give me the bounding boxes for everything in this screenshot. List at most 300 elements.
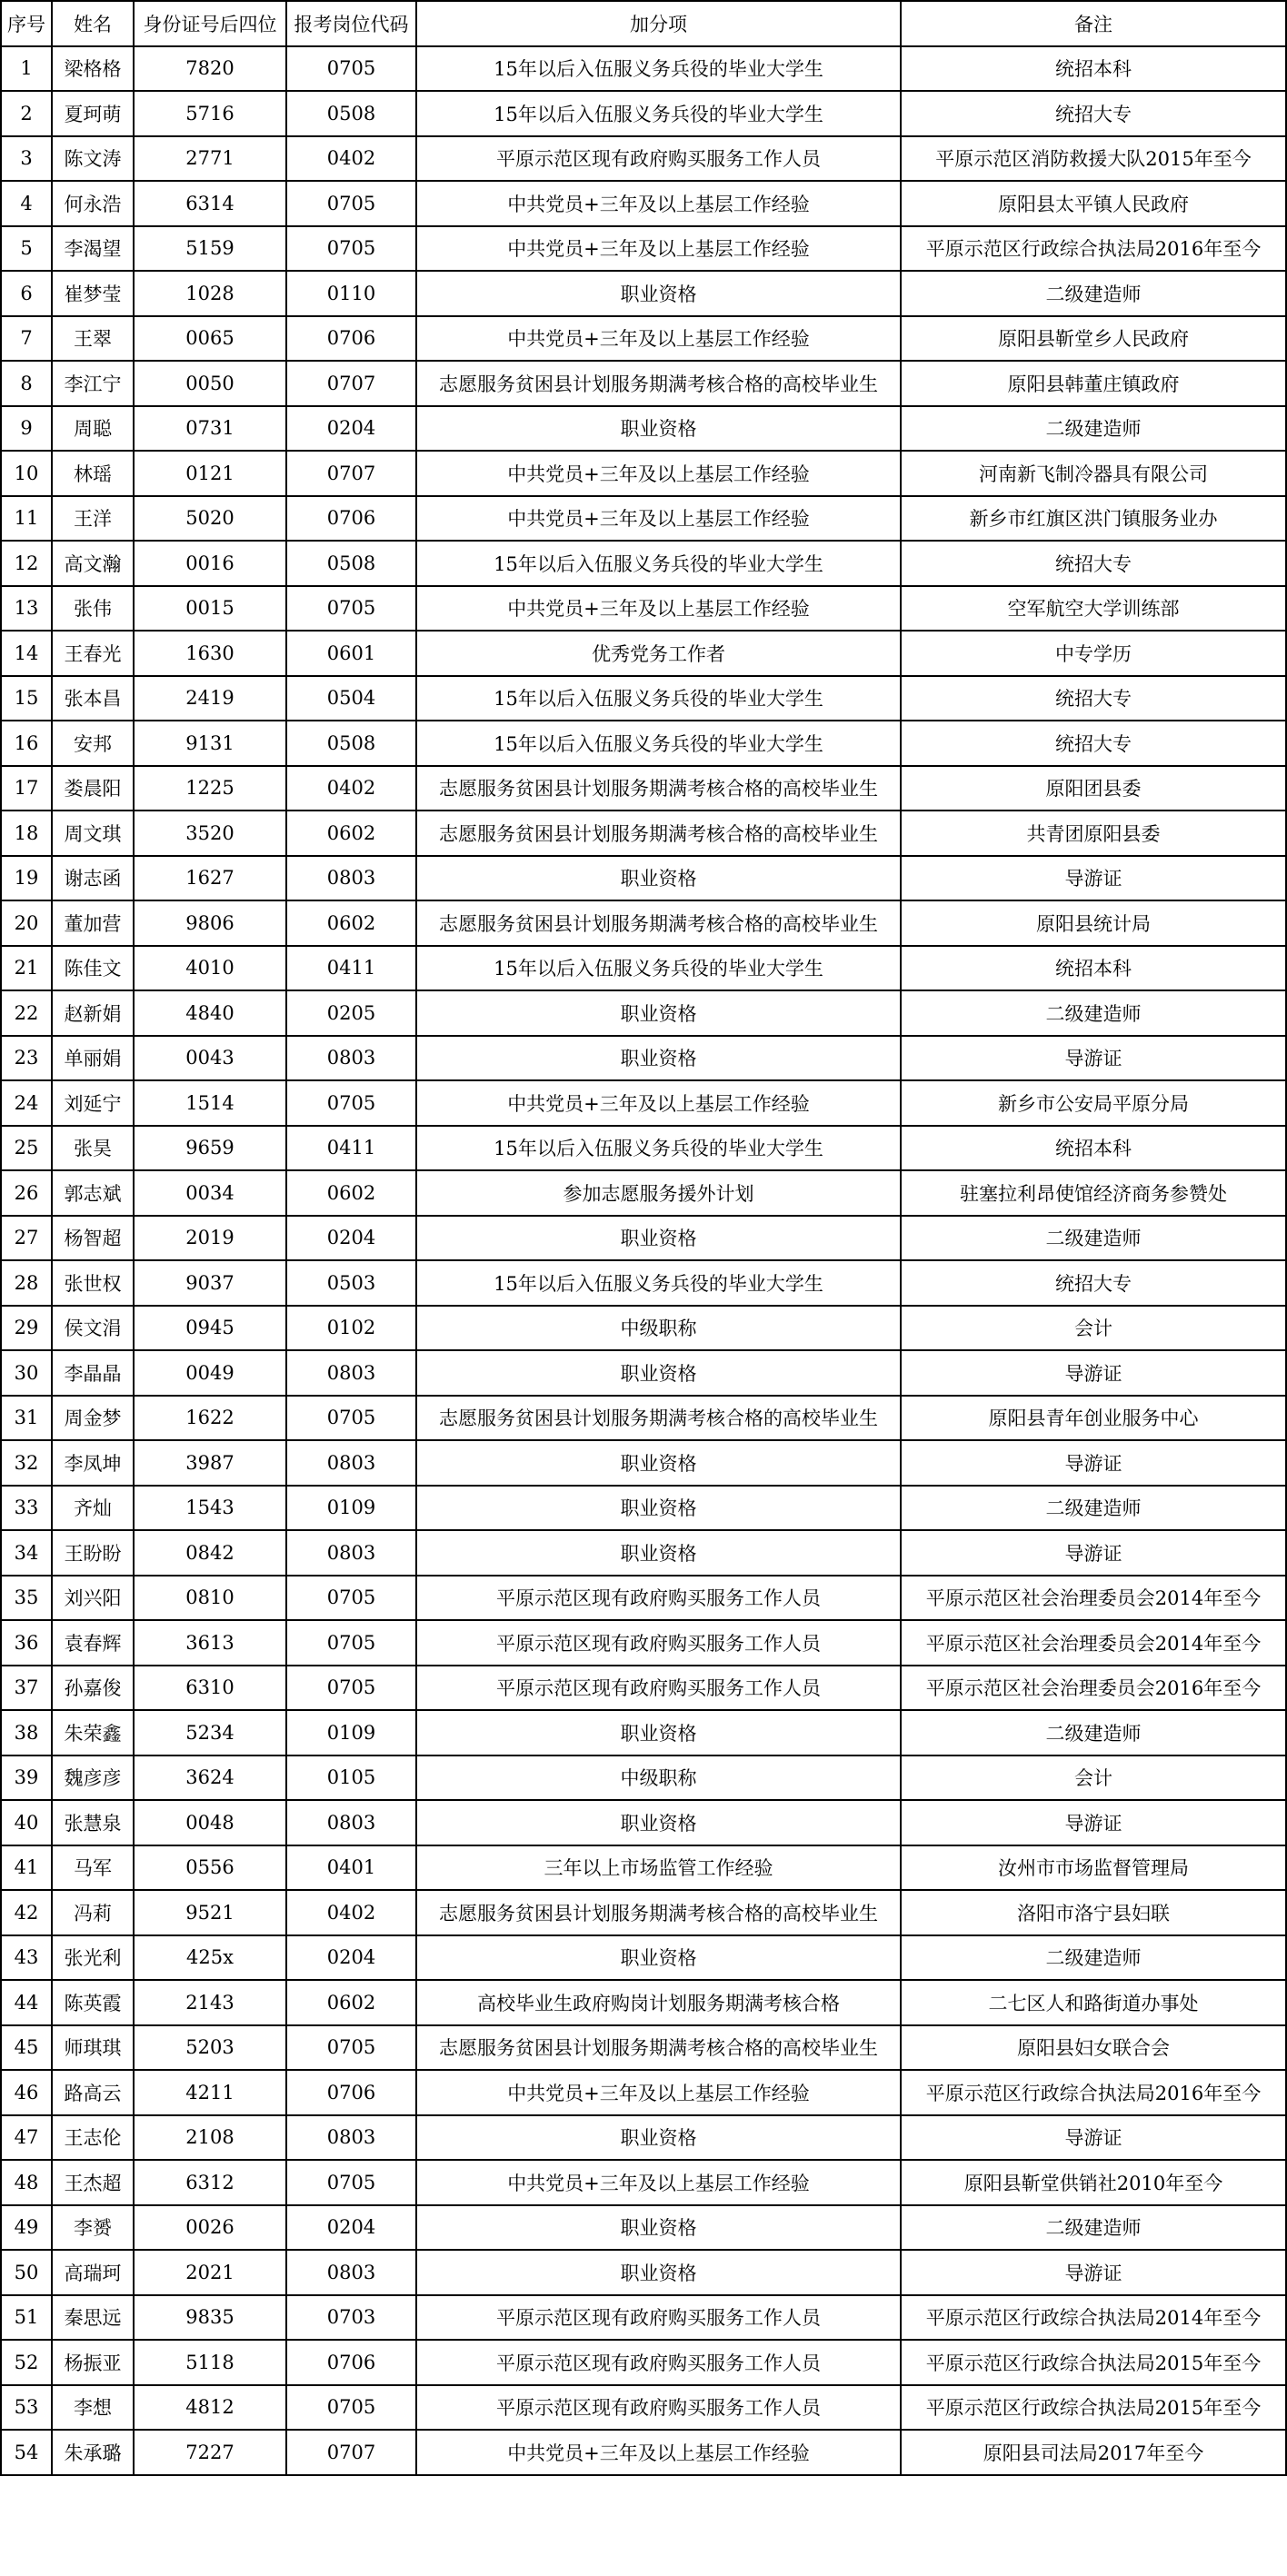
- cell-name: 张光利: [52, 1935, 134, 1981]
- cell-bonus-item: 平原示范区现有政府购买服务工作人员: [416, 2385, 901, 2431]
- table-row: [1, 2430, 1286, 2475]
- cell-serial-number: 25: [1, 1126, 52, 1171]
- cell-position-code: 0705: [286, 1666, 416, 1711]
- cell-serial-number: 16: [1, 721, 52, 766]
- cell-remarks: 导游证: [901, 1440, 1286, 1486]
- table-row: [1, 1845, 1286, 1891]
- cell-bonus-item: 中级职称: [416, 1755, 901, 1801]
- cell-name: 董加营: [52, 900, 134, 946]
- table-row: [1, 226, 1286, 272]
- cell-bonus-item: 志愿服务贫困县计划服务期满考核合格的高校毕业生: [416, 1396, 901, 1441]
- header-serial-number: 序号: [1, 1, 52, 46]
- cell-remarks: 原阳县靳堂供销社2010年至今: [901, 2160, 1286, 2205]
- cell-name: 夏珂萌: [52, 91, 134, 136]
- cell-id-last-four: 1514: [134, 1080, 286, 1126]
- table-row: [1, 1980, 1286, 2025]
- cell-remarks: 原阳县靳堂乡人民政府: [901, 316, 1286, 362]
- cell-serial-number: 5: [1, 226, 52, 272]
- cell-bonus-item: 15年以后入伍服义务兵役的毕业大学生: [416, 1126, 901, 1171]
- table-row: [1, 1350, 1286, 1396]
- cell-name: 高文瀚: [52, 541, 134, 586]
- table-row: [1, 496, 1286, 542]
- cell-position-code: 0705: [286, 181, 416, 226]
- table-row: [1, 2205, 1286, 2251]
- cell-serial-number: 36: [1, 1620, 52, 1666]
- cell-remarks: 统招大专: [901, 1260, 1286, 1306]
- cell-name: 朱荣鑫: [52, 1710, 134, 1755]
- cell-name: 李赟: [52, 2205, 134, 2251]
- cell-name: 李渴望: [52, 226, 134, 272]
- cell-remarks: 平原示范区社会治理委员会2014年至今: [901, 1620, 1286, 1666]
- cell-id-last-four: 0043: [134, 1036, 286, 1081]
- cell-serial-number: 46: [1, 2070, 52, 2115]
- cell-position-code: 0109: [286, 1710, 416, 1755]
- cell-id-last-four: 3520: [134, 811, 286, 856]
- table-row: [1, 1486, 1286, 1531]
- cell-serial-number: 26: [1, 1170, 52, 1216]
- cell-id-last-four: 0015: [134, 586, 286, 632]
- cell-bonus-item: 参加志愿服务援外计划: [416, 1170, 901, 1216]
- cell-bonus-item: 三年以上市场监管工作经验: [416, 1845, 901, 1891]
- table-row: [1, 2295, 1286, 2341]
- table-row: [1, 1440, 1286, 1486]
- cell-id-last-four: 0050: [134, 361, 286, 406]
- cell-bonus-item: 优秀党务工作者: [416, 631, 901, 676]
- cell-remarks: 平原示范区行政综合执法局2016年至今: [901, 2070, 1286, 2115]
- header-remarks: 备注: [901, 1, 1286, 46]
- cell-serial-number: 19: [1, 856, 52, 901]
- cell-position-code: 0803: [286, 856, 416, 901]
- cell-bonus-item: 职业资格: [416, 1036, 901, 1081]
- cell-bonus-item: 职业资格: [416, 2205, 901, 2251]
- cell-position-code: 0705: [286, 586, 416, 632]
- cell-name: 周聪: [52, 406, 134, 452]
- cell-position-code: 0109: [286, 1486, 416, 1531]
- cell-bonus-item: 职业资格: [416, 1216, 901, 1261]
- table-row: [1, 541, 1286, 586]
- cell-serial-number: 13: [1, 586, 52, 632]
- cell-serial-number: 30: [1, 1350, 52, 1396]
- cell-position-code: 0803: [286, 2115, 416, 2161]
- cell-id-last-four: 5716: [134, 91, 286, 136]
- cell-id-last-four: 5118: [134, 2340, 286, 2385]
- cell-serial-number: 7: [1, 316, 52, 362]
- cell-position-code: 0110: [286, 271, 416, 316]
- cell-bonus-item: 职业资格: [416, 990, 901, 1036]
- cell-serial-number: 41: [1, 1845, 52, 1891]
- cell-serial-number: 37: [1, 1666, 52, 1711]
- cell-serial-number: 10: [1, 451, 52, 496]
- cell-bonus-item: 职业资格: [416, 1530, 901, 1576]
- cell-id-last-four: 1028: [134, 271, 286, 316]
- table-row: [1, 2025, 1286, 2071]
- cell-position-code: 0205: [286, 990, 416, 1036]
- cell-remarks: 原阳县青年创业服务中心: [901, 1396, 1286, 1441]
- table-row: [1, 1126, 1286, 1171]
- cell-name: 张慧泉: [52, 1800, 134, 1845]
- cell-id-last-four: 425x: [134, 1935, 286, 1981]
- cell-name: 高瑞珂: [52, 2250, 134, 2295]
- cell-remarks: 二七区人和路街道办事处: [901, 1980, 1286, 2025]
- cell-name: 崔梦莹: [52, 271, 134, 316]
- table-row: [1, 2385, 1286, 2431]
- cell-name: 冯莉: [52, 1890, 134, 1935]
- cell-bonus-item: 中共党员+三年及以上基层工作经验: [416, 2070, 901, 2115]
- cell-bonus-item: 15年以后入伍服义务兵役的毕业大学生: [416, 541, 901, 586]
- table-row: [1, 1666, 1286, 1711]
- cell-position-code: 0705: [286, 1576, 416, 1621]
- cell-name: 朱承璐: [52, 2430, 134, 2475]
- cell-serial-number: 35: [1, 1576, 52, 1621]
- cell-remarks: 导游证: [901, 2250, 1286, 2295]
- table-row: [1, 91, 1286, 136]
- cell-bonus-item: 平原示范区现有政府购买服务工作人员: [416, 1576, 901, 1621]
- cell-position-code: 0803: [286, 1036, 416, 1081]
- cell-position-code: 0402: [286, 1890, 416, 1935]
- cell-position-code: 0705: [286, 46, 416, 92]
- cell-position-code: 0105: [286, 1755, 416, 1801]
- cell-name: 张伟: [52, 586, 134, 632]
- cell-serial-number: 15: [1, 676, 52, 721]
- cell-position-code: 0401: [286, 1845, 416, 1891]
- cell-remarks: 导游证: [901, 1530, 1286, 1576]
- cell-id-last-four: 9806: [134, 900, 286, 946]
- cell-name: 马军: [52, 1845, 134, 1891]
- table-row: [1, 1080, 1286, 1126]
- cell-remarks: 统招大专: [901, 721, 1286, 766]
- table-row: [1, 1530, 1286, 1576]
- cell-bonus-item: 15年以后入伍服义务兵役的毕业大学生: [416, 676, 901, 721]
- cell-position-code: 0803: [286, 1800, 416, 1845]
- cell-name: 侯文涓: [52, 1306, 134, 1351]
- cell-bonus-item: 志愿服务贫困县计划服务期满考核合格的高校毕业生: [416, 1890, 901, 1935]
- cell-position-code: 0601: [286, 631, 416, 676]
- cell-id-last-four: 4812: [134, 2385, 286, 2431]
- cell-name: 周金梦: [52, 1396, 134, 1441]
- cell-serial-number: 12: [1, 541, 52, 586]
- cell-serial-number: 18: [1, 811, 52, 856]
- cell-serial-number: 47: [1, 2115, 52, 2161]
- table-row: [1, 316, 1286, 362]
- cell-position-code: 0504: [286, 676, 416, 721]
- cell-name: 陈英霞: [52, 1980, 134, 2025]
- cell-bonus-item: 职业资格: [416, 856, 901, 901]
- cell-id-last-four: 5159: [134, 226, 286, 272]
- cell-remarks: 空军航空大学训练部: [901, 586, 1286, 632]
- cell-bonus-item: 志愿服务贫困县计划服务期满考核合格的高校毕业生: [416, 811, 901, 856]
- cell-bonus-item: 职业资格: [416, 2250, 901, 2295]
- cell-id-last-four: 4840: [134, 990, 286, 1036]
- cell-bonus-item: 15年以后入伍服义务兵役的毕业大学生: [416, 721, 901, 766]
- cell-serial-number: 33: [1, 1486, 52, 1531]
- cell-serial-number: 42: [1, 1890, 52, 1935]
- cell-position-code: 0803: [286, 1530, 416, 1576]
- cell-name: 张本昌: [52, 676, 134, 721]
- cell-id-last-four: 1630: [134, 631, 286, 676]
- cell-serial-number: 20: [1, 900, 52, 946]
- cell-remarks: 洛阳市洛宁县妇联: [901, 1890, 1286, 1935]
- cell-serial-number: 43: [1, 1935, 52, 1981]
- cell-position-code: 0204: [286, 406, 416, 452]
- cell-remarks: 导游证: [901, 1800, 1286, 1845]
- cell-serial-number: 17: [1, 766, 52, 811]
- cell-remarks: 平原示范区行政综合执法局2015年至今: [901, 2385, 1286, 2431]
- cell-remarks: 二级建造师: [901, 1935, 1286, 1981]
- cell-name: 杨智超: [52, 1216, 134, 1261]
- cell-name: 杨振亚: [52, 2340, 134, 2385]
- cell-bonus-item: 中共党员+三年及以上基层工作经验: [416, 1080, 901, 1126]
- cell-id-last-four: 1627: [134, 856, 286, 901]
- cell-serial-number: 45: [1, 2025, 52, 2071]
- cell-remarks: 驻塞拉利昂使馆经济商务参赞处: [901, 1170, 1286, 1216]
- header-position-code: 报考岗位代码: [286, 1, 416, 46]
- cell-name: 谢志函: [52, 856, 134, 901]
- cell-serial-number: 54: [1, 2430, 52, 2475]
- table-row: [1, 946, 1286, 991]
- cell-name: 齐灿: [52, 1486, 134, 1531]
- cell-name: 陈文涛: [52, 136, 134, 182]
- cell-position-code: 0706: [286, 2340, 416, 2385]
- table-header: [1, 1, 1286, 46]
- cell-remarks: 二级建造师: [901, 1710, 1286, 1755]
- cell-position-code: 0402: [286, 136, 416, 182]
- cell-id-last-four: 3613: [134, 1620, 286, 1666]
- cell-remarks: 平原示范区消防救援大队2015年至今: [901, 136, 1286, 182]
- cell-serial-number: 21: [1, 946, 52, 991]
- cell-name: 袁春辉: [52, 1620, 134, 1666]
- cell-bonus-item: 中共党员+三年及以上基层工作经验: [416, 226, 901, 272]
- cell-serial-number: 49: [1, 2205, 52, 2251]
- cell-bonus-item: 志愿服务贫困县计划服务期满考核合格的高校毕业生: [416, 2025, 901, 2071]
- cell-remarks: 会计: [901, 1755, 1286, 1801]
- cell-serial-number: 8: [1, 361, 52, 406]
- cell-serial-number: 40: [1, 1800, 52, 1845]
- cell-remarks: 汝州市市场监督管理局: [901, 1845, 1286, 1891]
- cell-id-last-four: 0731: [134, 406, 286, 452]
- cell-bonus-item: 职业资格: [416, 1800, 901, 1845]
- cell-name: 何永浩: [52, 181, 134, 226]
- cell-remarks: 原阳县太平镇人民政府: [901, 181, 1286, 226]
- table-row: [1, 1170, 1286, 1216]
- table-row: [1, 990, 1286, 1036]
- cell-bonus-item: 中共党员+三年及以上基层工作经验: [416, 316, 901, 362]
- cell-serial-number: 44: [1, 1980, 52, 2025]
- table-row: [1, 811, 1286, 856]
- cell-id-last-four: 2143: [134, 1980, 286, 2025]
- cell-bonus-item: 平原示范区现有政府购买服务工作人员: [416, 2295, 901, 2341]
- cell-remarks: 二级建造师: [901, 1486, 1286, 1531]
- cell-id-last-four: 0842: [134, 1530, 286, 1576]
- cell-remarks: 会计: [901, 1306, 1286, 1351]
- cell-name: 梁格格: [52, 46, 134, 92]
- cell-position-code: 0707: [286, 451, 416, 496]
- cell-bonus-item: 高校毕业生政府购岗计划服务期满考核合格: [416, 1980, 901, 2025]
- table-body: [1, 46, 1286, 2475]
- table-row: [1, 2250, 1286, 2295]
- cell-remarks: 平原示范区行政综合执法局2016年至今: [901, 226, 1286, 272]
- cell-bonus-item: 平原示范区现有政府购买服务工作人员: [416, 1620, 901, 1666]
- cell-id-last-four: 5020: [134, 496, 286, 542]
- table-row: [1, 46, 1286, 92]
- cell-bonus-item: 职业资格: [416, 1935, 901, 1981]
- cell-name: 李江宁: [52, 361, 134, 406]
- cell-id-last-four: 2419: [134, 676, 286, 721]
- cell-bonus-item: 中共党员+三年及以上基层工作经验: [416, 181, 901, 226]
- cell-position-code: 0204: [286, 1216, 416, 1261]
- cell-id-last-four: 2771: [134, 136, 286, 182]
- cell-remarks: 平原示范区社会治理委员会2016年至今: [901, 1666, 1286, 1711]
- cell-position-code: 0503: [286, 1260, 416, 1306]
- cell-bonus-item: 15年以后入伍服义务兵役的毕业大学生: [416, 946, 901, 991]
- table-row: [1, 406, 1286, 452]
- cell-name: 陈佳文: [52, 946, 134, 991]
- cell-position-code: 0102: [286, 1306, 416, 1351]
- cell-name: 王春光: [52, 631, 134, 676]
- cell-position-code: 0707: [286, 2430, 416, 2475]
- table-row: [1, 361, 1286, 406]
- cell-bonus-item: 中共党员+三年及以上基层工作经验: [416, 2430, 901, 2475]
- cell-serial-number: 6: [1, 271, 52, 316]
- cell-serial-number: 31: [1, 1396, 52, 1441]
- cell-position-code: 0707: [286, 361, 416, 406]
- cell-serial-number: 14: [1, 631, 52, 676]
- table-row: [1, 1890, 1286, 1935]
- cell-name: 单丽娟: [52, 1036, 134, 1081]
- cell-serial-number: 39: [1, 1755, 52, 1801]
- cell-remarks: 原阳县统计局: [901, 900, 1286, 946]
- cell-position-code: 0508: [286, 721, 416, 766]
- cell-id-last-four: 2021: [134, 2250, 286, 2295]
- table-row: [1, 451, 1286, 496]
- cell-serial-number: 28: [1, 1260, 52, 1306]
- cell-serial-number: 3: [1, 136, 52, 182]
- cell-position-code: 0602: [286, 1170, 416, 1216]
- cell-serial-number: 27: [1, 1216, 52, 1261]
- cell-id-last-four: 0026: [134, 2205, 286, 2251]
- cell-id-last-four: 9131: [134, 721, 286, 766]
- cell-remarks: 原阳团县委: [901, 766, 1286, 811]
- cell-position-code: 0705: [286, 1396, 416, 1441]
- cell-position-code: 0705: [286, 226, 416, 272]
- table-row: [1, 1216, 1286, 1261]
- header-bonus-item: 加分项: [416, 1, 901, 46]
- cell-id-last-four: 9521: [134, 1890, 286, 1935]
- cell-bonus-item: 职业资格: [416, 271, 901, 316]
- cell-bonus-item: 志愿服务贫困县计划服务期满考核合格的高校毕业生: [416, 900, 901, 946]
- cell-id-last-four: 0810: [134, 1576, 286, 1621]
- cell-bonus-item: 中共党员+三年及以上基层工作经验: [416, 586, 901, 632]
- cell-position-code: 0706: [286, 496, 416, 542]
- cell-position-code: 0602: [286, 900, 416, 946]
- cell-serial-number: 34: [1, 1530, 52, 1576]
- cell-name: 郭志斌: [52, 1170, 134, 1216]
- cell-position-code: 0508: [286, 541, 416, 586]
- cell-id-last-four: 1622: [134, 1396, 286, 1441]
- cell-name: 周文琪: [52, 811, 134, 856]
- cell-remarks: 二级建造师: [901, 271, 1286, 316]
- cell-position-code: 0402: [286, 766, 416, 811]
- cell-remarks: 二级建造师: [901, 2205, 1286, 2251]
- cell-name: 娄晨阳: [52, 766, 134, 811]
- cell-position-code: 0706: [286, 2070, 416, 2115]
- cell-name: 师琪琪: [52, 2025, 134, 2071]
- cell-id-last-four: 6310: [134, 1666, 286, 1711]
- cell-remarks: 中专学历: [901, 631, 1286, 676]
- cell-remarks: 导游证: [901, 1350, 1286, 1396]
- cell-bonus-item: 15年以后入伍服义务兵役的毕业大学生: [416, 1260, 901, 1306]
- cell-name: 魏彦彦: [52, 1755, 134, 1801]
- cell-position-code: 0803: [286, 2250, 416, 2295]
- cell-remarks: 新乡市红旗区洪门镇服务业办: [901, 496, 1286, 542]
- table-row: [1, 676, 1286, 721]
- cell-remarks: 导游证: [901, 2115, 1286, 2161]
- table-row: [1, 2160, 1286, 2205]
- cell-id-last-four: 3624: [134, 1755, 286, 1801]
- cell-remarks: 共青团原阳县委: [901, 811, 1286, 856]
- cell-position-code: 0204: [286, 2205, 416, 2251]
- table-row: [1, 1755, 1286, 1801]
- cell-id-last-four: 0049: [134, 1350, 286, 1396]
- cell-position-code: 0602: [286, 811, 416, 856]
- cell-id-last-four: 7227: [134, 2430, 286, 2475]
- cell-remarks: 新乡市公安局平原分局: [901, 1080, 1286, 1126]
- cell-name: 王志伦: [52, 2115, 134, 2161]
- cell-remarks: 河南新飞制冷器具有限公司: [901, 451, 1286, 496]
- cell-bonus-item: 15年以后入伍服义务兵役的毕业大学生: [416, 46, 901, 92]
- cell-serial-number: 48: [1, 2160, 52, 2205]
- cell-remarks: 平原示范区社会治理委员会2014年至今: [901, 1576, 1286, 1621]
- cell-bonus-item: 平原示范区现有政府购买服务工作人员: [416, 136, 901, 182]
- cell-serial-number: 11: [1, 496, 52, 542]
- cell-name: 李想: [52, 2385, 134, 2431]
- cell-bonus-item: 中共党员+三年及以上基层工作经验: [416, 2160, 901, 2205]
- cell-id-last-four: 0016: [134, 541, 286, 586]
- cell-id-last-four: 6314: [134, 181, 286, 226]
- cell-name: 李凤坤: [52, 1440, 134, 1486]
- cell-position-code: 0204: [286, 1935, 416, 1981]
- cell-name: 孙嘉俊: [52, 1666, 134, 1711]
- cell-serial-number: 51: [1, 2295, 52, 2341]
- cell-serial-number: 50: [1, 2250, 52, 2295]
- cell-bonus-item: 职业资格: [416, 1440, 901, 1486]
- cell-id-last-four: 7820: [134, 46, 286, 92]
- cell-position-code: 0803: [286, 1350, 416, 1396]
- cell-name: 秦思远: [52, 2295, 134, 2341]
- cell-id-last-four: 5203: [134, 2025, 286, 2071]
- header-name: 姓名: [52, 1, 134, 46]
- cell-name: 张世权: [52, 1260, 134, 1306]
- cell-position-code: 0705: [286, 1620, 416, 1666]
- cell-position-code: 0706: [286, 316, 416, 362]
- cell-serial-number: 38: [1, 1710, 52, 1755]
- table-row: [1, 766, 1286, 811]
- table-row: [1, 631, 1286, 676]
- cell-serial-number: 23: [1, 1036, 52, 1081]
- cell-id-last-four: 4211: [134, 2070, 286, 2115]
- cell-serial-number: 53: [1, 2385, 52, 2431]
- cell-position-code: 0602: [286, 1980, 416, 2025]
- cell-remarks: 导游证: [901, 1036, 1286, 1081]
- table-row: [1, 181, 1286, 226]
- cell-remarks: 导游证: [901, 856, 1286, 901]
- cell-position-code: 0703: [286, 2295, 416, 2341]
- cell-bonus-item: 平原示范区现有政府购买服务工作人员: [416, 1666, 901, 1711]
- table-row: [1, 1036, 1286, 1081]
- cell-position-code: 0508: [286, 91, 416, 136]
- cell-serial-number: 29: [1, 1306, 52, 1351]
- header-id-last-four: 身份证号后四位: [134, 1, 286, 46]
- table-row: [1, 2340, 1286, 2385]
